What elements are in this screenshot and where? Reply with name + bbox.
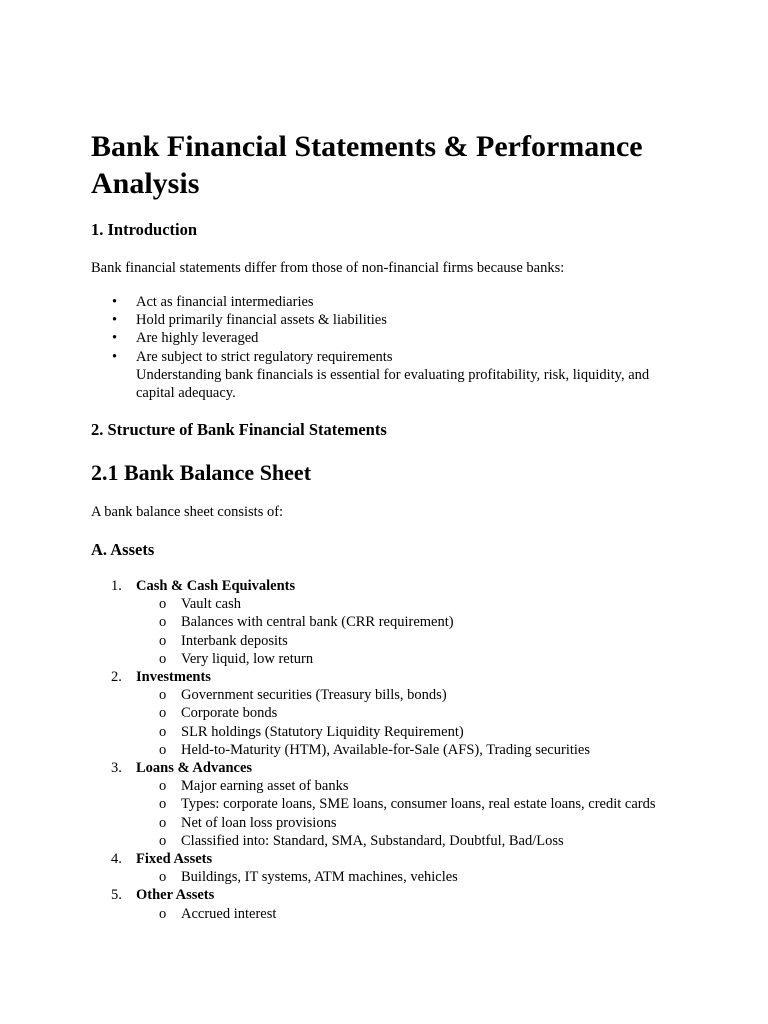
sub-bullet-icon: o [159,796,167,813]
asset-sub-list [136,868,711,886]
list-item: • Are highly leveraged [112,330,259,347]
sub-bullet-icon: o [159,778,167,795]
asset-title: Cash & Cash Equivalents [136,578,296,594]
list-item: o Classified into: Standard, SMA, Substandard, Doubtful, Bad/Loss [159,832,564,849]
list-item: o Balances with central bank (CRR requirement) [159,614,454,631]
sub-bullet-icon: o [159,614,167,631]
sub-bullet-icon: o [159,869,167,886]
item-number: 5. [111,887,122,904]
intro-paragraph: Bank financial statements differ from those of non-financial firms because banks: [91,260,565,276]
assets-heading: A. Assets [91,540,155,559]
item-number: 4. [111,851,122,868]
sub-bullet-icon: o [159,596,167,613]
asset-item [91,886,711,922]
document-title: Bank Financial Statements & Performance Analysis [91,130,643,200]
subsection-heading-balance-sheet: 2.1 Bank Balance Sheet [91,460,312,485]
intro-note: Understanding bank financials is essential for evaluating profitability, risk, liquidity, and capital adequacy. [136,366,650,402]
asset-sub-list [136,905,711,923]
list-item: • Are subject to strict regulatory requirements Understanding bank financials is essential for evaluating profitability, risk, liquidity, and capital adequacy. [91,348,691,403]
list-item: o SLR holdings (Statutory Liquidity Requirement) [159,723,464,740]
asset-title: Investments [136,669,211,686]
asset-title: Other Assets [136,887,215,904]
list-item: o Held-to-Maturity (HTM), Available-for-Sale (AFS), Trading securities [159,741,590,758]
sub-bullet-icon: o [159,650,167,667]
sub-bullet-icon: o [159,832,167,849]
bullet-icon: • [112,312,118,329]
asset-item [91,759,711,850]
section-heading-introduction: 1. Introduction [91,220,198,239]
sub-bullet-icon: o [159,687,167,704]
sub-bullet-icon: o [159,741,167,758]
list-item: o Very liquid, low return [159,650,314,667]
asset-sub-list [136,686,711,759]
asset-title: Loans & Advances [136,760,253,777]
list-item: • Hold primarily financial assets & liabilities [112,312,387,329]
bullet-icon: • [112,294,118,310]
sub-bullet-icon: o [159,632,167,649]
list-item: o Corporate bonds [159,705,278,722]
list-item: o Vault cash [159,596,241,613]
sub-bullet-icon: o [159,905,167,922]
item-number: 2. [111,669,122,686]
balance-sheet-paragraph: A bank balance sheet consists of: [91,504,284,520]
item-number: 3. [111,760,122,777]
asset-sub-list [136,595,711,668]
list-item: o Types: corporate loans, SME loans, consumer loans, real estate loans, credit cards [159,796,656,813]
section-heading-structure: 2. Structure of Bank Financial Statements [91,420,387,439]
list-item: o Interbank deposits [159,632,288,649]
sub-bullet-icon: o [159,723,167,740]
asset-title: Fixed Assets [136,851,213,868]
asset-item [91,850,711,886]
item-number: 1. [111,578,122,594]
intro-bullet-list [91,293,691,402]
list-item: • Act as financial intermediaries [112,294,314,310]
list-item: o Net of loan loss provisions [159,814,337,831]
sub-bullet-icon: o [159,814,167,831]
list-item: o Buildings, IT systems, ATM machines, vehicles [159,869,458,886]
list-item: o Accrued interest [159,905,277,922]
assets-list [91,577,711,923]
bullet-icon: • [112,348,118,365]
asset-sub-list [136,777,711,850]
asset-item [91,577,711,668]
sub-bullet-icon: o [159,705,167,722]
list-item: o Government securities (Treasury bills, bonds) [159,687,447,704]
list-item: o Major earning asset of banks [159,778,349,795]
bullet-icon: • [112,330,118,347]
asset-item [91,668,711,759]
